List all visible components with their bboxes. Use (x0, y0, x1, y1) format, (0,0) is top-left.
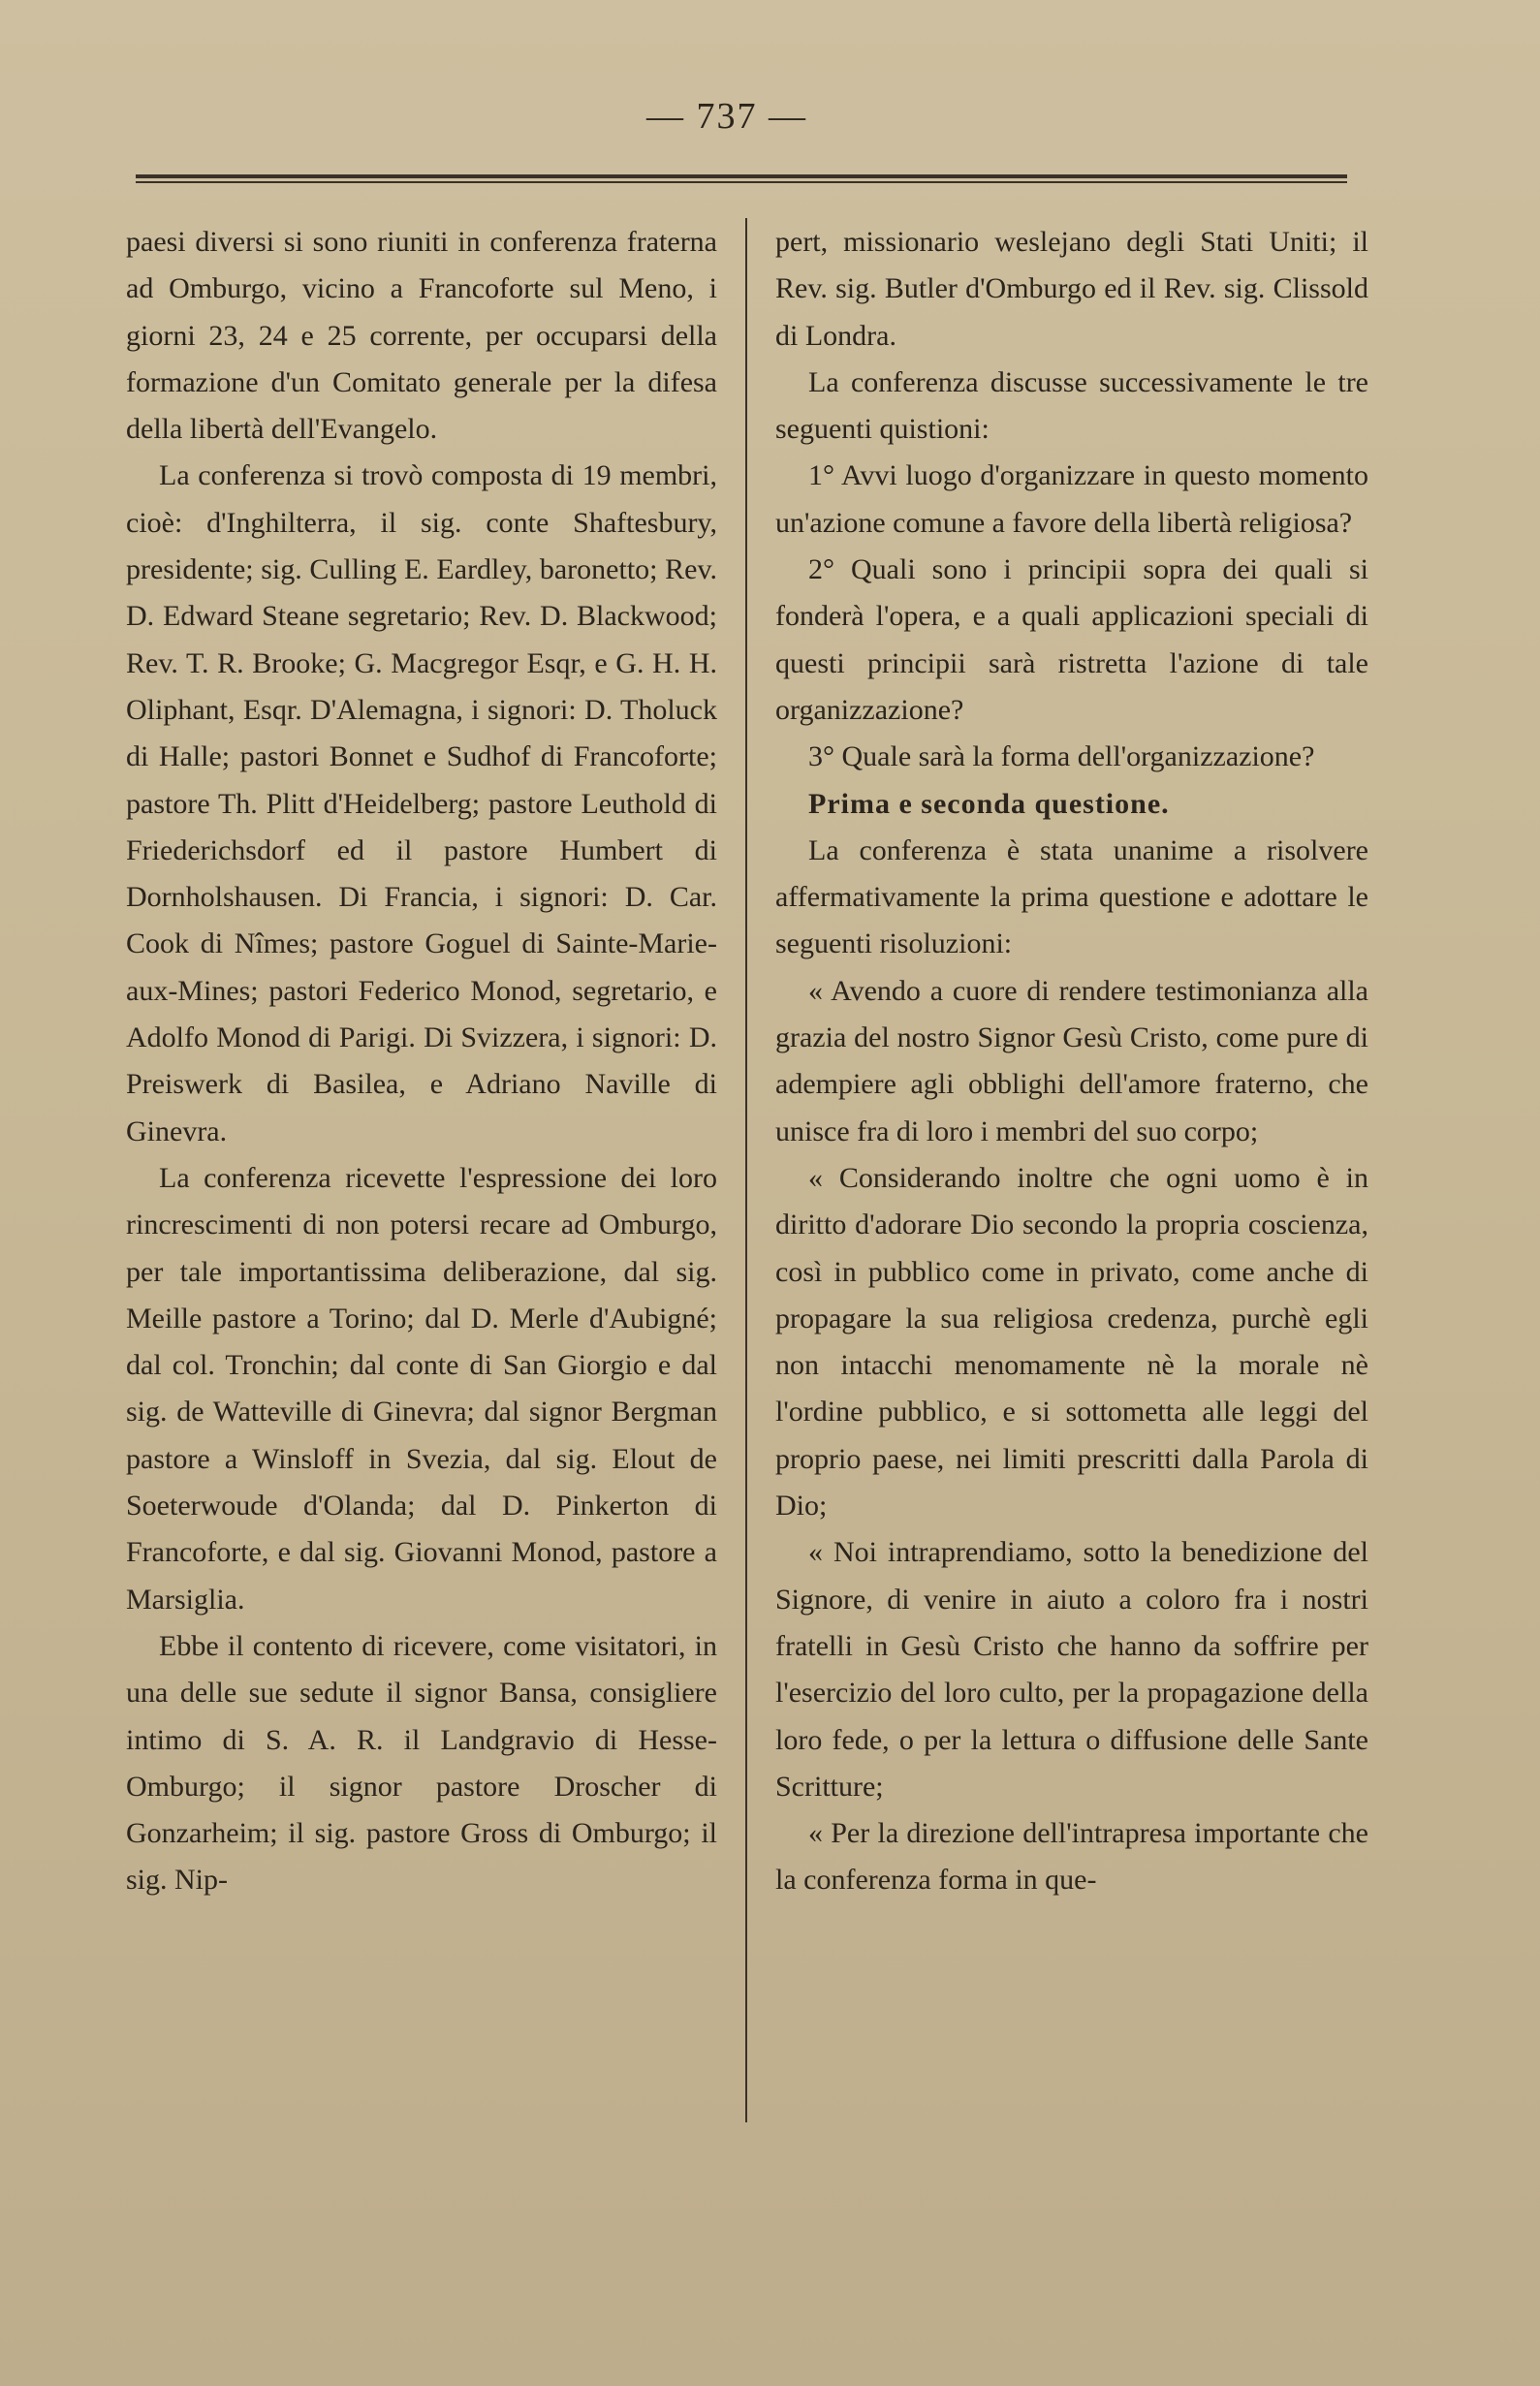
paragraph: 2° Quali sono i principii sopra dei quali si fonderà l'opera, e a quali applicazioni speciali di questi principii sarà ristretta l'azione di tale organizzazione? (775, 553, 1368, 726)
section-heading: Prima e seconda questione. (808, 787, 1170, 820)
header-rule-thin (136, 181, 1347, 183)
paragraph: paesi diversi si sono riuniti in conferenza fraterna ad Omburgo, vicino a Francoforte sul Meno, i giorni 23, 24 e 25 corrente, per occuparsi della formazione d'un Comitato generale per la difesa della libertà dell'Evangelo. (126, 226, 717, 446)
right-column (775, 219, 1368, 1904)
right-column-bottom (775, 828, 1368, 1904)
paragraph: « Noi intraprendiamo, sotto la benedizione del Signore, di venire in aiuto a coloro fra i nostri fratelli in Gesù Cristo che hanno da soffrire per l'esercizio del loro culto, per la propagazione della loro fede, o per la lettura o diffusione delle Sante Scritture; (775, 1536, 1368, 1803)
paragraph: « Considerando inoltre che ogni uomo è in diritto d'adorare Dio secondo la propria coscienza, così in pubblico come in privato, come anche di propagare la sua religiosa credenza, purchè egli non intacchi menomamente nè la morale nè l'ordine pubblico, e si sottometta alle leggi del proprio paese, nei limiti prescritti dalla Parola di Dio; (775, 1161, 1368, 1523)
paragraph: « Avendo a cuore di rendere testimonianza alla grazia del nostro Signor Gesù Cristo, come pure di adempiere agli obblighi dell'amore fraterno, che unisce fra di loro i membri del suo corpo; (775, 974, 1368, 1147)
left-column (126, 219, 717, 1904)
paragraph: pert, missionario weslejano degli Stati Uniti; il Rev. sig. Butler d'Omburgo ed il Rev. sig. Clissold di Londra. (775, 226, 1368, 352)
paragraph: La conferenza ricevette l'espressione dei loro rincrescimenti di non potersi recare ad Omburgo, per tale importantissima deliberazione, dal sig. Meille pastore a Torino; dal D. Merle d'Aubigné; dal col. Tronchin; dal conte di San Giorgio e dal sig. de Watteville di Ginevra; dal signor Bergman pastore a Winsloff in Svezia, dal sig. Elout de Soeterwoude d'Olanda; dal D. Pinkerton di Francoforte, e dal sig. Giovanni Monod, pastore a Marsiglia. (126, 1161, 717, 1616)
paragraph: 1° Avvi luogo d'organizzare in questo momento un'azione comune a favore della libertà religiosa? (775, 459, 1368, 539)
paragraph: « Per la direzione dell'intrapresa importante che la conferenza forma in que- (775, 1817, 1368, 1897)
paragraph: Ebbe il contento di ricevere, come visitatori, in una delle sue sedute il signor Bansa, consigliere intimo di S. A. R. il Landgravio di Hesse-Omburgo; il signor pastore Droscher di Gonzarheim; il sig. pastore Gross di Omburgo; il sig. Nip- (126, 1629, 717, 1897)
page-number: — 737 — (646, 96, 807, 137)
paragraph: La conferenza si trovò composta di 19 membri, cioè: d'Inghilterra, il sig. conte Shaftesbury, presidente; sig. Culling E. Eardley, baronetto; Rev. D. Edward Steane segretario; Rev. D. Blackwood; Rev. T. R. Brooke; G. Macgregor Esqr, e G. H. H. Oliphant, Esqr. D'Alemagna, i signori: D. Tholuck di Halle; pastori Bonnet e Sudhof di Francoforte; pastore Th. Plitt d'Heidelberg; pastore Leuthold di Friederichsdorf ed il pastore Humbert di Dornholshausen. Di Francia, i signori: D. Car. Cook di Nîmes; pastore Goguel di Sainte-Marie-aux-Mines; pastori Federico Monod, segretario, e Adolfo Monod di Parigi. Di Svizzera, i signori: D. Preiswerk di Basilea, e Adriano Naville di Ginevra. (126, 459, 717, 1147)
paragraph: 3° Quale sarà la forma dell'organizzazione? (808, 740, 1315, 773)
column-divider (745, 218, 747, 2122)
right-column-top (775, 219, 1368, 781)
paragraph: La conferenza discusse successivamente le tre seguenti quistioni: (775, 365, 1368, 446)
paragraph: La conferenza è stata unanime a risolvere affermativamente la prima questione e adottare le seguenti risoluzioni: (775, 833, 1368, 960)
header-rule-thick (136, 174, 1347, 178)
